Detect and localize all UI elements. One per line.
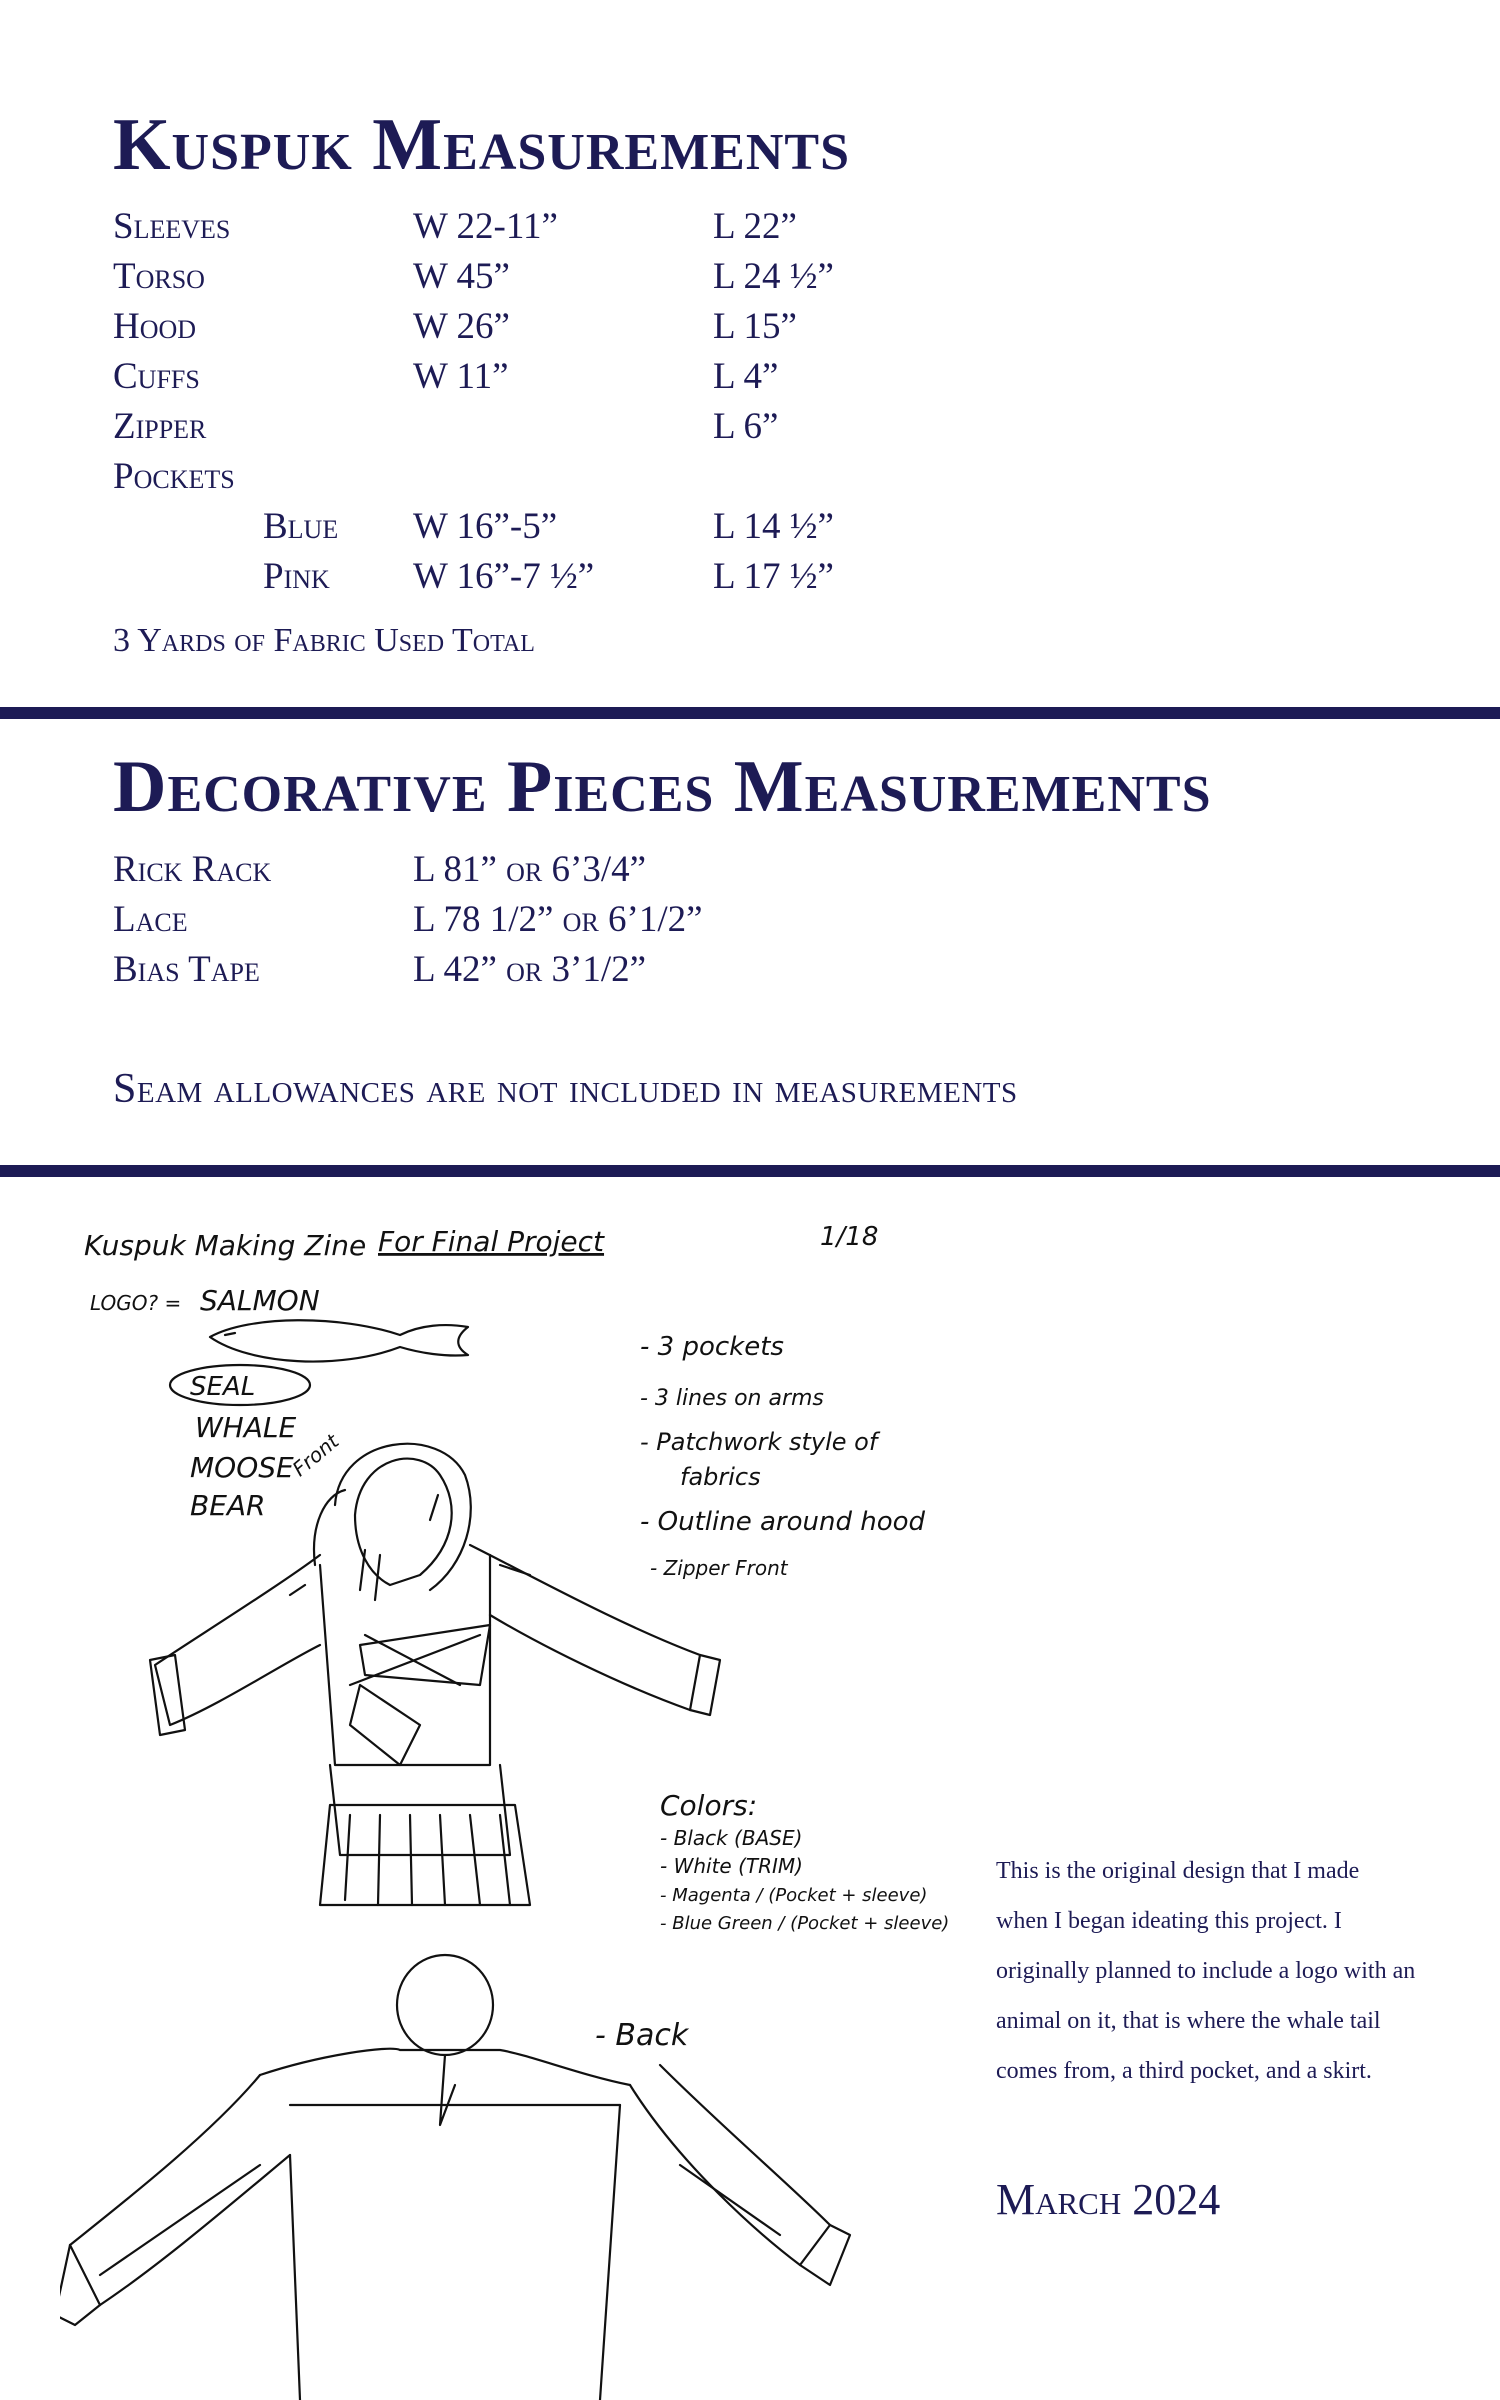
design-sketch <box>60 1205 960 2400</box>
animal-bear: BEAR <box>190 1489 266 1522</box>
color-line: - Magenta / (Pocket + sleeve) <box>660 1885 928 1906</box>
back-garment-drawing <box>60 1955 850 2400</box>
row-label: Bias Tape <box>113 949 260 990</box>
row-label: Zipper <box>113 406 207 447</box>
row-length: L 17 ½” <box>713 556 834 597</box>
note-line: - 3 pockets <box>640 1332 784 1362</box>
row-length: L 6” <box>713 406 779 447</box>
row-label: Lace <box>113 899 188 940</box>
kuspuk-title: Kuspuk Measurements <box>113 104 851 186</box>
row-length: L 14 ½” <box>713 506 834 547</box>
color-line: - Blue Green / (Pocket + sleeve) <box>660 1913 950 1934</box>
note-line: - Patchwork style of <box>640 1428 878 1456</box>
logo-label: LOGO? = <box>90 1291 182 1315</box>
row-label: Hood <box>113 306 197 347</box>
color-line: - Black (BASE) <box>660 1826 803 1850</box>
sketch-title: Kuspuk Making Zine <box>84 1229 367 1262</box>
row-length: L 22” <box>713 206 797 247</box>
sketch-subtitle: For Final Project <box>378 1225 605 1258</box>
animal-moose: MOOSE <box>190 1451 294 1484</box>
animal-salmon: SALMON <box>200 1284 320 1317</box>
row-label: Cuffs <box>113 356 200 397</box>
row-value: L 42” or 3’1/2” <box>413 949 647 990</box>
animal-whale: WHALE <box>195 1411 297 1444</box>
note-line: - 3 lines on arms <box>640 1386 824 1411</box>
animal-seal: SEAL <box>190 1372 256 1402</box>
row-width: W 45” <box>413 256 510 297</box>
row-width: W 16”-5” <box>413 506 558 547</box>
colors-title: Colors: <box>660 1789 758 1822</box>
row-label: Sleeves <box>113 206 231 247</box>
note-line: - Zipper Front <box>650 1556 788 1580</box>
decorative-title: Decorative Pieces Measurements <box>113 746 1212 828</box>
front-label: Front <box>287 1429 344 1482</box>
row-label: Pink <box>263 556 330 597</box>
divider <box>0 1165 1500 1177</box>
seam-allowance-note: Seam allowances are not included in measurements <box>113 1066 1018 1112</box>
sketch-date: 1/18 <box>820 1222 879 1252</box>
row-label: Blue <box>263 506 339 547</box>
note-line: fabrics <box>680 1463 761 1491</box>
row-length: L 15” <box>713 306 797 347</box>
row-value: L 78 1/2” or 6’1/2” <box>413 899 703 940</box>
row-length: L 24 ½” <box>713 256 834 297</box>
date: March 2024 <box>996 2175 1221 2224</box>
fabric-total: 3 Yards of Fabric Used Total <box>113 622 535 659</box>
row-length: L 4” <box>713 356 779 397</box>
divider <box>0 707 1500 719</box>
row-label: Pockets <box>113 456 235 497</box>
note-line: - Outline around hood <box>640 1507 926 1537</box>
row-width: W 22-11” <box>413 206 558 247</box>
row-width: W 16”-7 ½” <box>413 556 595 597</box>
design-description: This is the original design that I made when I began ideating this project. I originally planned to include a logo with an animal on it, that is where the whale tail comes from, a third pocket, and a skirt. <box>996 1858 1416 2084</box>
row-label: Torso <box>113 256 205 297</box>
row-width: W 11” <box>413 356 509 397</box>
salmon-icon <box>210 1320 468 1361</box>
back-label: - Back <box>595 2018 689 2053</box>
color-line: - White (TRIM) <box>660 1854 803 1878</box>
row-value: L 81” or 6’3/4” <box>413 849 647 890</box>
row-label: Rick Rack <box>113 849 272 890</box>
row-width: W 26” <box>413 306 510 347</box>
